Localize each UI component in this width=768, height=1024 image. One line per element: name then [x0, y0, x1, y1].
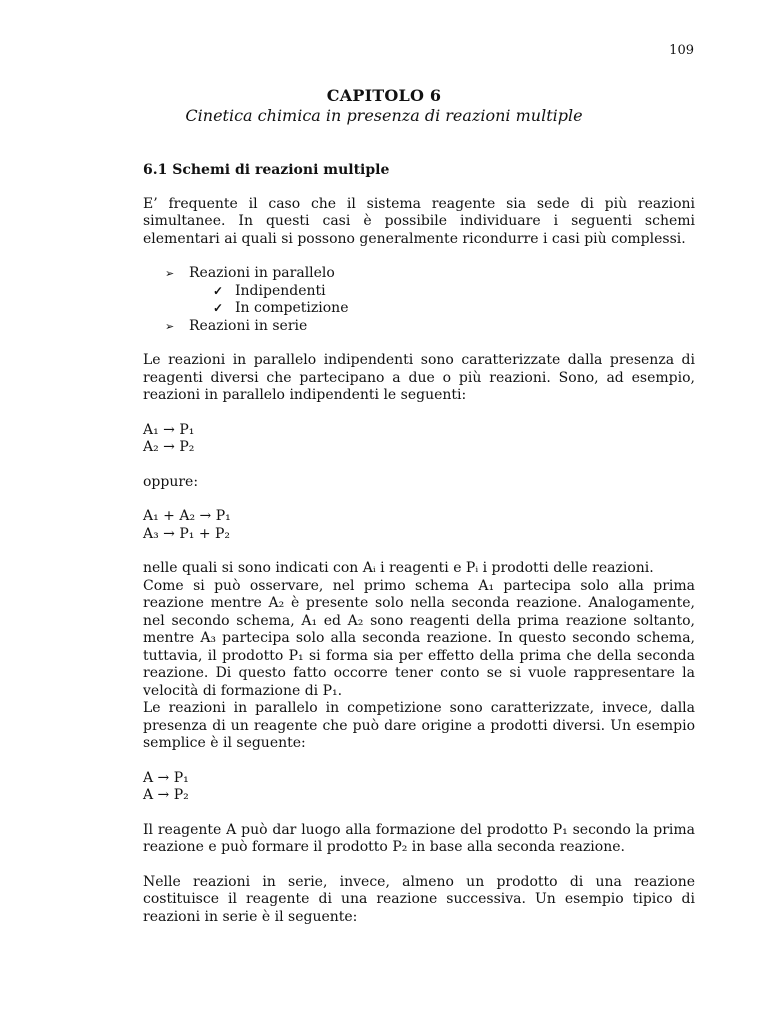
reagent-a-paragraph: Il reagente A può dar luogo alla formazione del prodotto P₁ secondo la prima reazione e può formare il prodotto P₂ in base alla seconda reazione. [143, 821, 695, 855]
document-body [143, 162, 695, 926]
list-item-competition: ✓ In competizione [213, 300, 695, 318]
parallel-sublist [189, 283, 695, 318]
list-item-series: ➢ Reazioni in serie [165, 318, 695, 336]
page-number: 109 [669, 43, 694, 58]
explanation-line: nelle quali si sono indicati con Aᵢ i reagenti e Pᵢ i prodotti delle reazioni. [143, 560, 654, 576]
explanation-paragraph: Come si può osservare, nel primo schema A₁ partecipa solo alla prima reazione mentre A₂ è presente solo nella seconda reazione. Analogamente, nel secondo schema, A₁ ed A₂ sono reagenti della prima reazione soltanto, mentre A₃ partecipa solo alla seconda reazione. In questo secondo schema, tuttavia, il prodotto P₁ si forma sia per effetto della prima che della seconda reazione. Di questo fatto occorre tener conto se si vuole rappresentare la velocità di formazione di P₁. [143, 577, 695, 699]
list-item-independent: ✓ Indipendenti [213, 283, 695, 301]
intro-paragraph: E’ frequente il caso che il sistema reagente sia sede di più reazioni simultanee. In questi casi è possibile individuare i seguenti schemi elementari ai quali si possono generalmente ricondurre i casi più complessi. [143, 195, 695, 247]
chapter-subtitle: Cinetica chimica in presenza di reazioni multiple [185, 106, 583, 125]
equation: A → P₁ [143, 769, 189, 786]
competition-paragraph: Le reazioni in parallelo in competizione sono caratterizzate, invece, dalla presenza di un reagente che può dare origine a prodotti diversi. Un esempio semplice è il seguente: [143, 700, 695, 751]
equation: A → P₂ [143, 787, 189, 803]
list-item-parallel [165, 265, 695, 318]
series-paragraph: Nelle reazioni in serie, invece, almeno un prodotto di una reazione costituisce il reagente di una reazione successiva. Un esempio tipico di reazioni in serie è il seguente: [143, 873, 695, 925]
oppure-text: oppure: [143, 473, 199, 490]
parallel-intro-paragraph: Le reazioni in parallelo indipendenti sono caratterizzate dalla presenza di reagenti diversi che partecipano a due o più reazioni. Sono, ad esempio, reazioni in parallelo indipendenti le seguenti: [143, 352, 695, 403]
list-item-label: Reazioni in parallelo [189, 265, 335, 281]
section-title: 6.1 Schemi di reazioni multiple [143, 162, 390, 178]
equation: A₃ → P₁ + P₂ [143, 525, 231, 542]
equation: A₁ → P₁ [143, 421, 195, 438]
equation: A₁ + A₂ → P₁ [143, 508, 231, 524]
scheme-list [143, 265, 695, 335]
equation: A₂ → P₂ [143, 439, 195, 455]
chapter-title: CAPITOLO 6 [326, 86, 442, 105]
chapter-heading [0, 86, 768, 126]
